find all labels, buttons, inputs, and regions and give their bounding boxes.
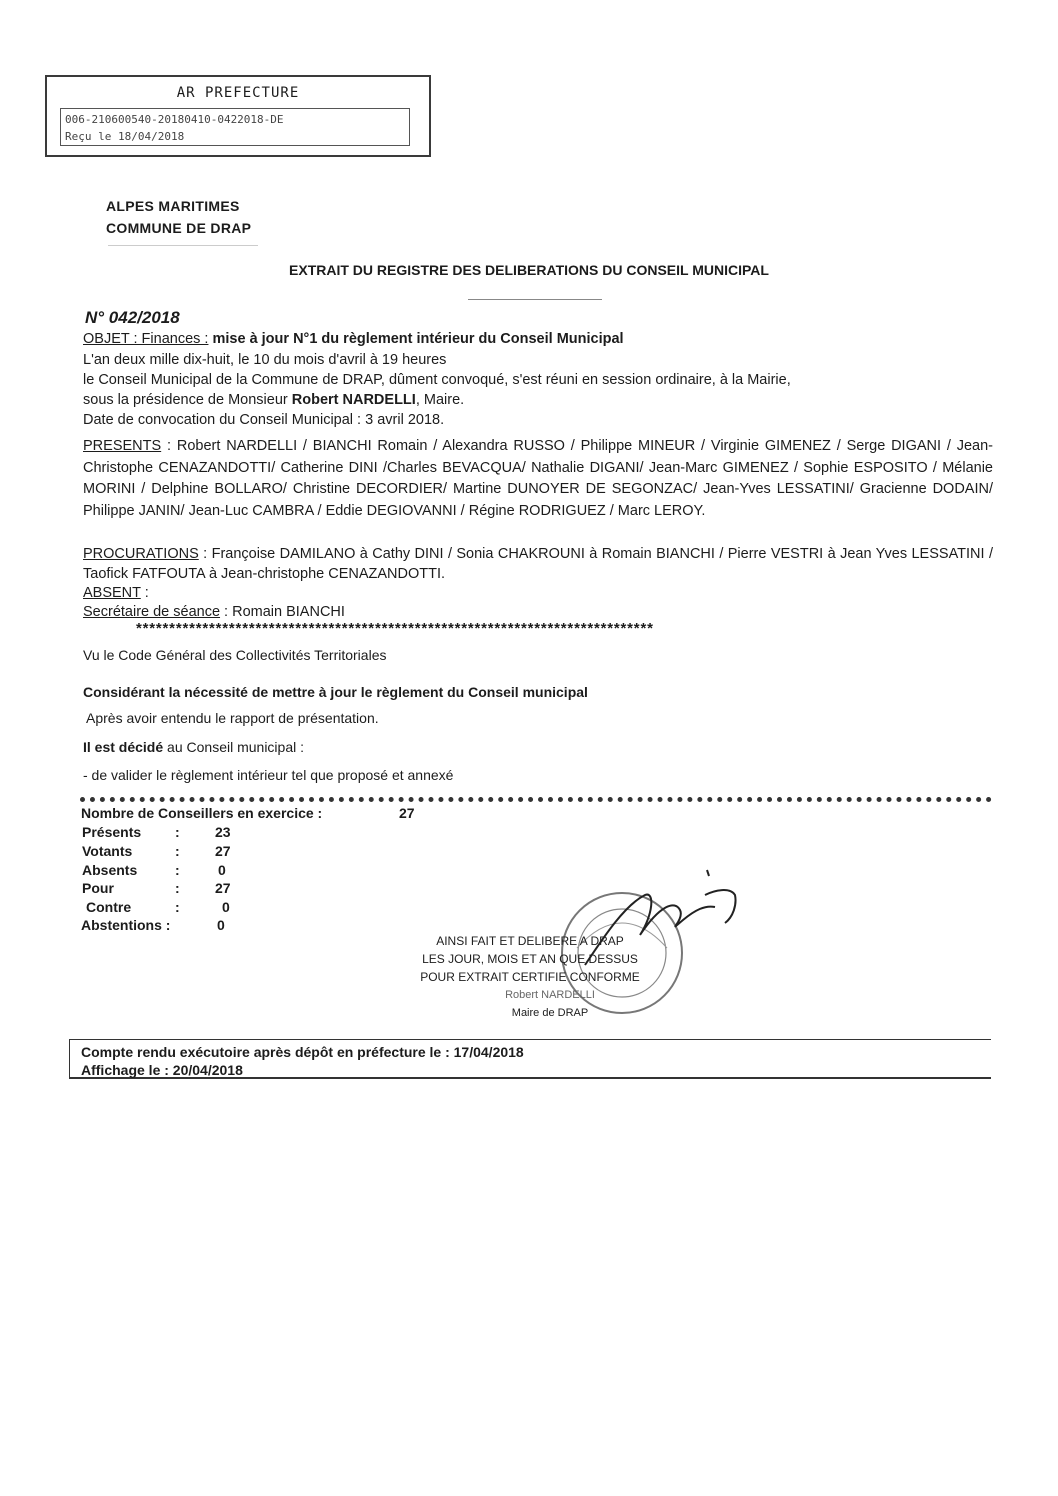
vu-code: Vu le Code Général des Collectivités Territoriales — [83, 647, 387, 663]
title-rule — [468, 299, 602, 300]
sign-line-2: LES JOUR, MOIS ET AN QUE DESSUS — [422, 952, 638, 966]
dotted-separator — [80, 797, 992, 802]
absent-text: : — [140, 585, 149, 601]
sign-line-1: AINSI FAIT ET DELIBERE A DRAP — [436, 934, 624, 948]
decision-intro — [83, 739, 304, 755]
objet-label: OBJET : Finances : — [83, 331, 209, 347]
vote-row-abstentions — [81, 917, 225, 936]
vote-row-presents — [82, 824, 231, 843]
session-presidence — [83, 390, 993, 410]
vote-value: 27 — [215, 880, 231, 896]
session-convocation: le Conseil Municipal de la Commune de DRAP, dûment convoqué, s'est réuni en session ordinaire, à la Mairie, — [83, 372, 791, 388]
vote-row-votants — [82, 843, 231, 862]
vote-colon: : — [175, 843, 180, 859]
secretaire-label: Secrétaire de séance — [83, 604, 221, 620]
objet-text: mise à jour N°1 du règlement intérieur du Conseil Municipal — [212, 331, 624, 347]
department-name: ALPES MARITIMES — [106, 198, 240, 214]
vote-row-contre — [86, 899, 230, 918]
prefecture-received-date: Reçu le 18/04/2018 — [65, 130, 185, 143]
votes-heading-value: 27 — [399, 805, 415, 821]
prefecture-ref-box — [60, 108, 410, 146]
convocation-date: Date de convocation du Conseil Municipal : 3 avril 2018. — [83, 412, 445, 428]
decide-text: au Conseil municipal : — [163, 739, 305, 755]
votes-block — [81, 805, 481, 940]
vote-value: 27 — [215, 843, 231, 859]
prefecture-stamp-title: AR PREFECTURE — [176, 85, 300, 101]
vote-row-pour — [82, 880, 231, 899]
footer-box — [69, 1039, 991, 1079]
procurations-label: PROCURATIONS — [83, 546, 199, 562]
vote-label: Contre — [86, 899, 132, 915]
votes-heading — [81, 805, 415, 824]
votes-heading-label: Nombre de Conseillers en exercice : — [81, 805, 323, 821]
vote-label: Votants — [82, 843, 133, 859]
star-separator: ****************************************************************************** — [136, 620, 654, 637]
apres-rapport: Après avoir entendu le rapport de présentation. — [86, 710, 379, 726]
presidence-suffix: , Maire. — [415, 392, 465, 408]
considerant: Considérant la nécessité de mettre à jour le règlement du Conseil municipal — [83, 684, 588, 700]
footer-affichage: Affichage le : 20/04/2018 — [81, 1062, 243, 1078]
presents-label: PRESENTS — [83, 438, 162, 454]
president-name: Robert NARDELLI — [291, 392, 416, 408]
deliberation-number: N° 042/2018 — [85, 308, 180, 327]
presents-list: : Robert NARDELLI / BIANCHI Romain / Alexandra RUSSO / Philippe MINEUR / Virginie GIMENEZ / Serge DIGANI / Jean-Christophe CENAZANDOTTI/ Catherine DINI /Charles BEVACQUA/ Nathalie DIGANI/ Jean-Marc GIMENEZ / Sophie ESPOSITO / Mélanie MORINI / Delphine BOLLARO/ Christine DECORDIER/ Martine DUNOYER DE SEGONZAC/ Jean-Yves LESSATINI/ Gracienne DODAIN/ Philippe JANIN/ Jean-Luc CAMBRA / Eddie DEGIOVANNI / Régine RODRIGUEZ / Marc LEROY. — [83, 438, 993, 519]
prefecture-stamp — [45, 75, 431, 157]
session-block — [83, 350, 993, 430]
vote-colon: : — [175, 824, 180, 840]
signer-role: Maire de DRAP — [511, 1007, 589, 1019]
presidence-prefix: sous la présidence de Monsieur — [83, 392, 292, 408]
procurations-block — [83, 544, 993, 584]
sign-line-3: POUR EXTRAIT CERTIFIE CONFORME — [420, 970, 640, 984]
vote-value: 0 — [218, 862, 226, 878]
footer-executoire: Compte rendu exécutoire après dépôt en préfecture le : 17/04/2018 — [81, 1044, 524, 1060]
vote-label: Pour — [82, 880, 114, 896]
document-title: EXTRAIT DU REGISTRE DES DELIBERATIONS DU CONSEIL MUNICIPAL — [289, 262, 769, 278]
absent-label: ABSENT — [83, 585, 141, 601]
vote-colon: : — [175, 862, 180, 878]
vote-colon: : — [175, 880, 180, 896]
decide-bold: Il est décidé — [83, 739, 164, 755]
vote-label: Absents — [82, 862, 138, 878]
header-rule — [108, 245, 258, 246]
vote-colon: : — [175, 899, 180, 915]
vote-value: 23 — [215, 824, 231, 840]
signature-block — [400, 932, 660, 1022]
vote-value: 0 — [222, 899, 230, 915]
signer-name: Robert NARDELLI — [505, 989, 595, 1001]
vote-label: Abstentions : — [81, 917, 171, 933]
vote-value: 0 — [217, 917, 225, 933]
vote-label: Présents — [82, 824, 142, 840]
presents-block — [83, 436, 993, 522]
secretaire-name: : Romain BIANCHI — [220, 604, 345, 620]
objet-line — [83, 329, 993, 349]
prefecture-ref-number: 006-210600540-20180410-0422018-DE — [65, 113, 284, 126]
absent-line — [83, 583, 993, 603]
decision-item: - de valider le règlement intérieur tel que proposé et annexé — [83, 767, 454, 783]
commune-name: COMMUNE DE DRAP — [106, 220, 252, 236]
session-date: L'an deux mille dix-huit, le 10 du mois d'avril à 19 heures — [83, 352, 447, 368]
procurations-list: : Françoise DAMILANO à Cathy DINI / Sonia CHAKROUNI à Romain BIANCHI / Pierre VESTRI à Jean Yves LESSATINI / Taofick FATFOUTA à Jean-christophe CENAZANDOTTI. — [83, 546, 993, 582]
secretaire-line — [83, 602, 993, 622]
vote-row-absents — [82, 862, 226, 881]
